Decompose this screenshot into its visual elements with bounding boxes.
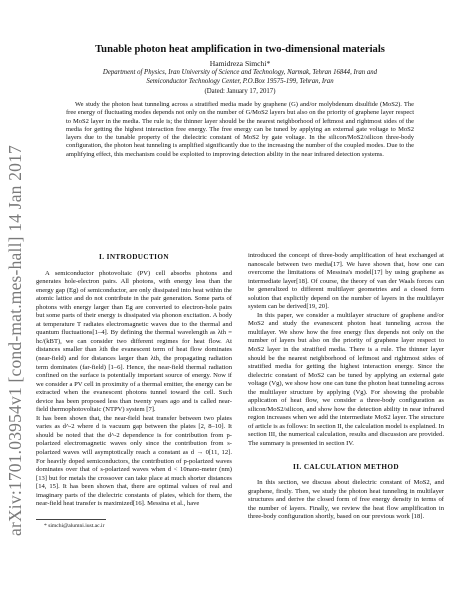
author-name: Hamidreza Simchi* [209, 59, 271, 68]
abstract: We study the photon heat tunneling across a stratified media made by graphene (G) and/or molybdenum disulfide (MoS2). The free energy of fluctuating modes depends not only on the number of G/MoS2 layers but also on the priority of graphene layer respect to MoS2 layer in the media. The rule is; the thinner layer should be the nearest neighborhood of leftmost and rightmost sides of the media for getting the highest interaction free energy. The free energy can be tuned by applying an external gate voltage to MoS2 layers due to the tunable property of the dielectric constant of MoS2 by gate voltage. In the silicon/MoS2/silicon three-body configuration, the photon heat tunneling is amplified significantly due to the increasing the number of the coupled modes. Due to the amplifying effect, this mechanism could be exploited to improving detection ability in the near infrared detection systems. [66, 101, 414, 158]
footnote-divider [36, 519, 106, 520]
method-paragraph-1: In this section, we discuss about dielectric constant of MoS2, and graphene, firstly. Then, we study the photon heat tunneling in multilayer structures and derive the closed form of free energy density in terms of the number of layers. Finally, we review the heat flow amplification in three-body configuration shortly, based on our previous work [18]. [248, 479, 444, 521]
paper-page [36, 0, 444, 613]
affiliation [56, 69, 424, 86]
left-column [36, 253, 232, 530]
arxiv-id-text: arXiv:1701.03954v1 [cond-mat.mes-hall] 14 Jan 2017 [5, 144, 26, 536]
section-heading-calculation-method: II. CALCULATION METHOD [293, 462, 399, 471]
affiliation-line-1: Department of Physics, Iran University of Science and Technology, Narmak, Tehran 16844, Iran and [102, 69, 378, 76]
affiliation-line-2: Semiconductor Technology Center, P.O.Box 19575-199, Tehran, Iran [146, 77, 334, 85]
intro-paragraph-2: It has been shown that, the near-field heat transfer between two plates varies as d^-2 where d is vacuum gap between the plates [2, 8–10]. It should be noted that the d^-2 dependence is for contribution from p-polarized electromagnetic waves only since the contribution from s-polarized waves will asymptotically reach a constant as d → 0[11, 12]. For heavily doped semiconductors, the contribution of p-polarized waves dominates over that of s-polarized waves when d < 10nano-meter (nm)[13] but for metals the crossover can take place at much shorter distances [14, 15]. It has been shown that, there are optimal values of real and imaginary parts of the dielectric constants of plates, which for them, the near-field heat transfer is maximized[16]. Messina et al., have [36, 414, 232, 508]
arxiv-identifier-sidebar [4, 120, 28, 560]
section-heading-introduction: I. INTRODUCTION [99, 253, 169, 261]
intro-paragraph-1: A semiconductor photovoltaic (PV) cell absorbs photons and generates hole-electron pairs. All photons, with energy less than the energy gap (Eg) of semiconductor, are only dissipated into heat within the atomic lattice and do not contribute in the pair generation. Some parts of photons with energy larger than Eg are converted to electron-hole pairs but some parts of their energy is dissipated via phonon excitation. A body at temperature T radiates electromagnetic waves due to the thermal and quantum fluctuations[1–4]. By defining the thermal wavelength as λth = hc/(kBT), we can consider two different regimes for heat flow. At distances smaller than λth the evanescent term of heat flow dominates (near-field) and for distances larger than λth, the propagating radiation term dominates (far-field) [1–6]. Hence, the near-field thermal radiation confined on the surface is potentially important source of energy. Now if we consider a PV cell in proximity of a thermal emitter, the energy can be extracted when the evanescent photons tunnel toward the cell. Such device has been proposed less than twenty years ago and is called near-field thermophotovoltaic (NTPV) system [7]. [36, 269, 232, 414]
footnote-email: * simchi@alumni.iust.ac.ir [44, 522, 105, 529]
right-column [248, 252, 444, 522]
intro-paragraph-3: introduced the concept of three-body amplification of heat exchanged at nanoscale between two media[17]. We have shown that, how one can overcome the limitations of Messina's model[17] by using graphene as intermediate layer[18]. Of course, the theory of van der Waals forces can be generalized to different multilayer geometries and a closed form solution that explicitly depend on the number of layers in the multilayer system can be derived[19, 20]. [248, 252, 444, 311]
paper-title: Tunable photon heat amplification in two-dimensional materials [95, 44, 385, 55]
dated-line: (Dated: January 17, 2017) [204, 88, 276, 95]
intro-paragraph-4: In this paper, we consider a multilayer structure of graphene and/or MoS2 and study the evanescent photon heat tunneling across the multilayer. We show how the free energy flux depends not only on the number of layers but also on the priority of graphene layer respect to MoS2 layer in the stratified media. There is a rule. The thinner layer should be the nearest neighborhood of leftmost and rightmost sides of stratified media for getting the highest interaction energy. Since the dielectric constant of MoS2 can be tuned by applying an external gate voltage (Vg), we show how one can tune the photon heat tunneling across the multilayer structure by applying (Vg). For showing the probable application of heat flow, we consider a three-body configuration as silicon/MoS2/silicon, and show how the detection ability in near infrared region increases when we add the intermediate MoS2 layer. The structure of article is as follows: In section II, the calculation model is explained. In section III, the numerical calculation, results and discussion are provided. The summary is presented in section IV. [248, 311, 444, 448]
